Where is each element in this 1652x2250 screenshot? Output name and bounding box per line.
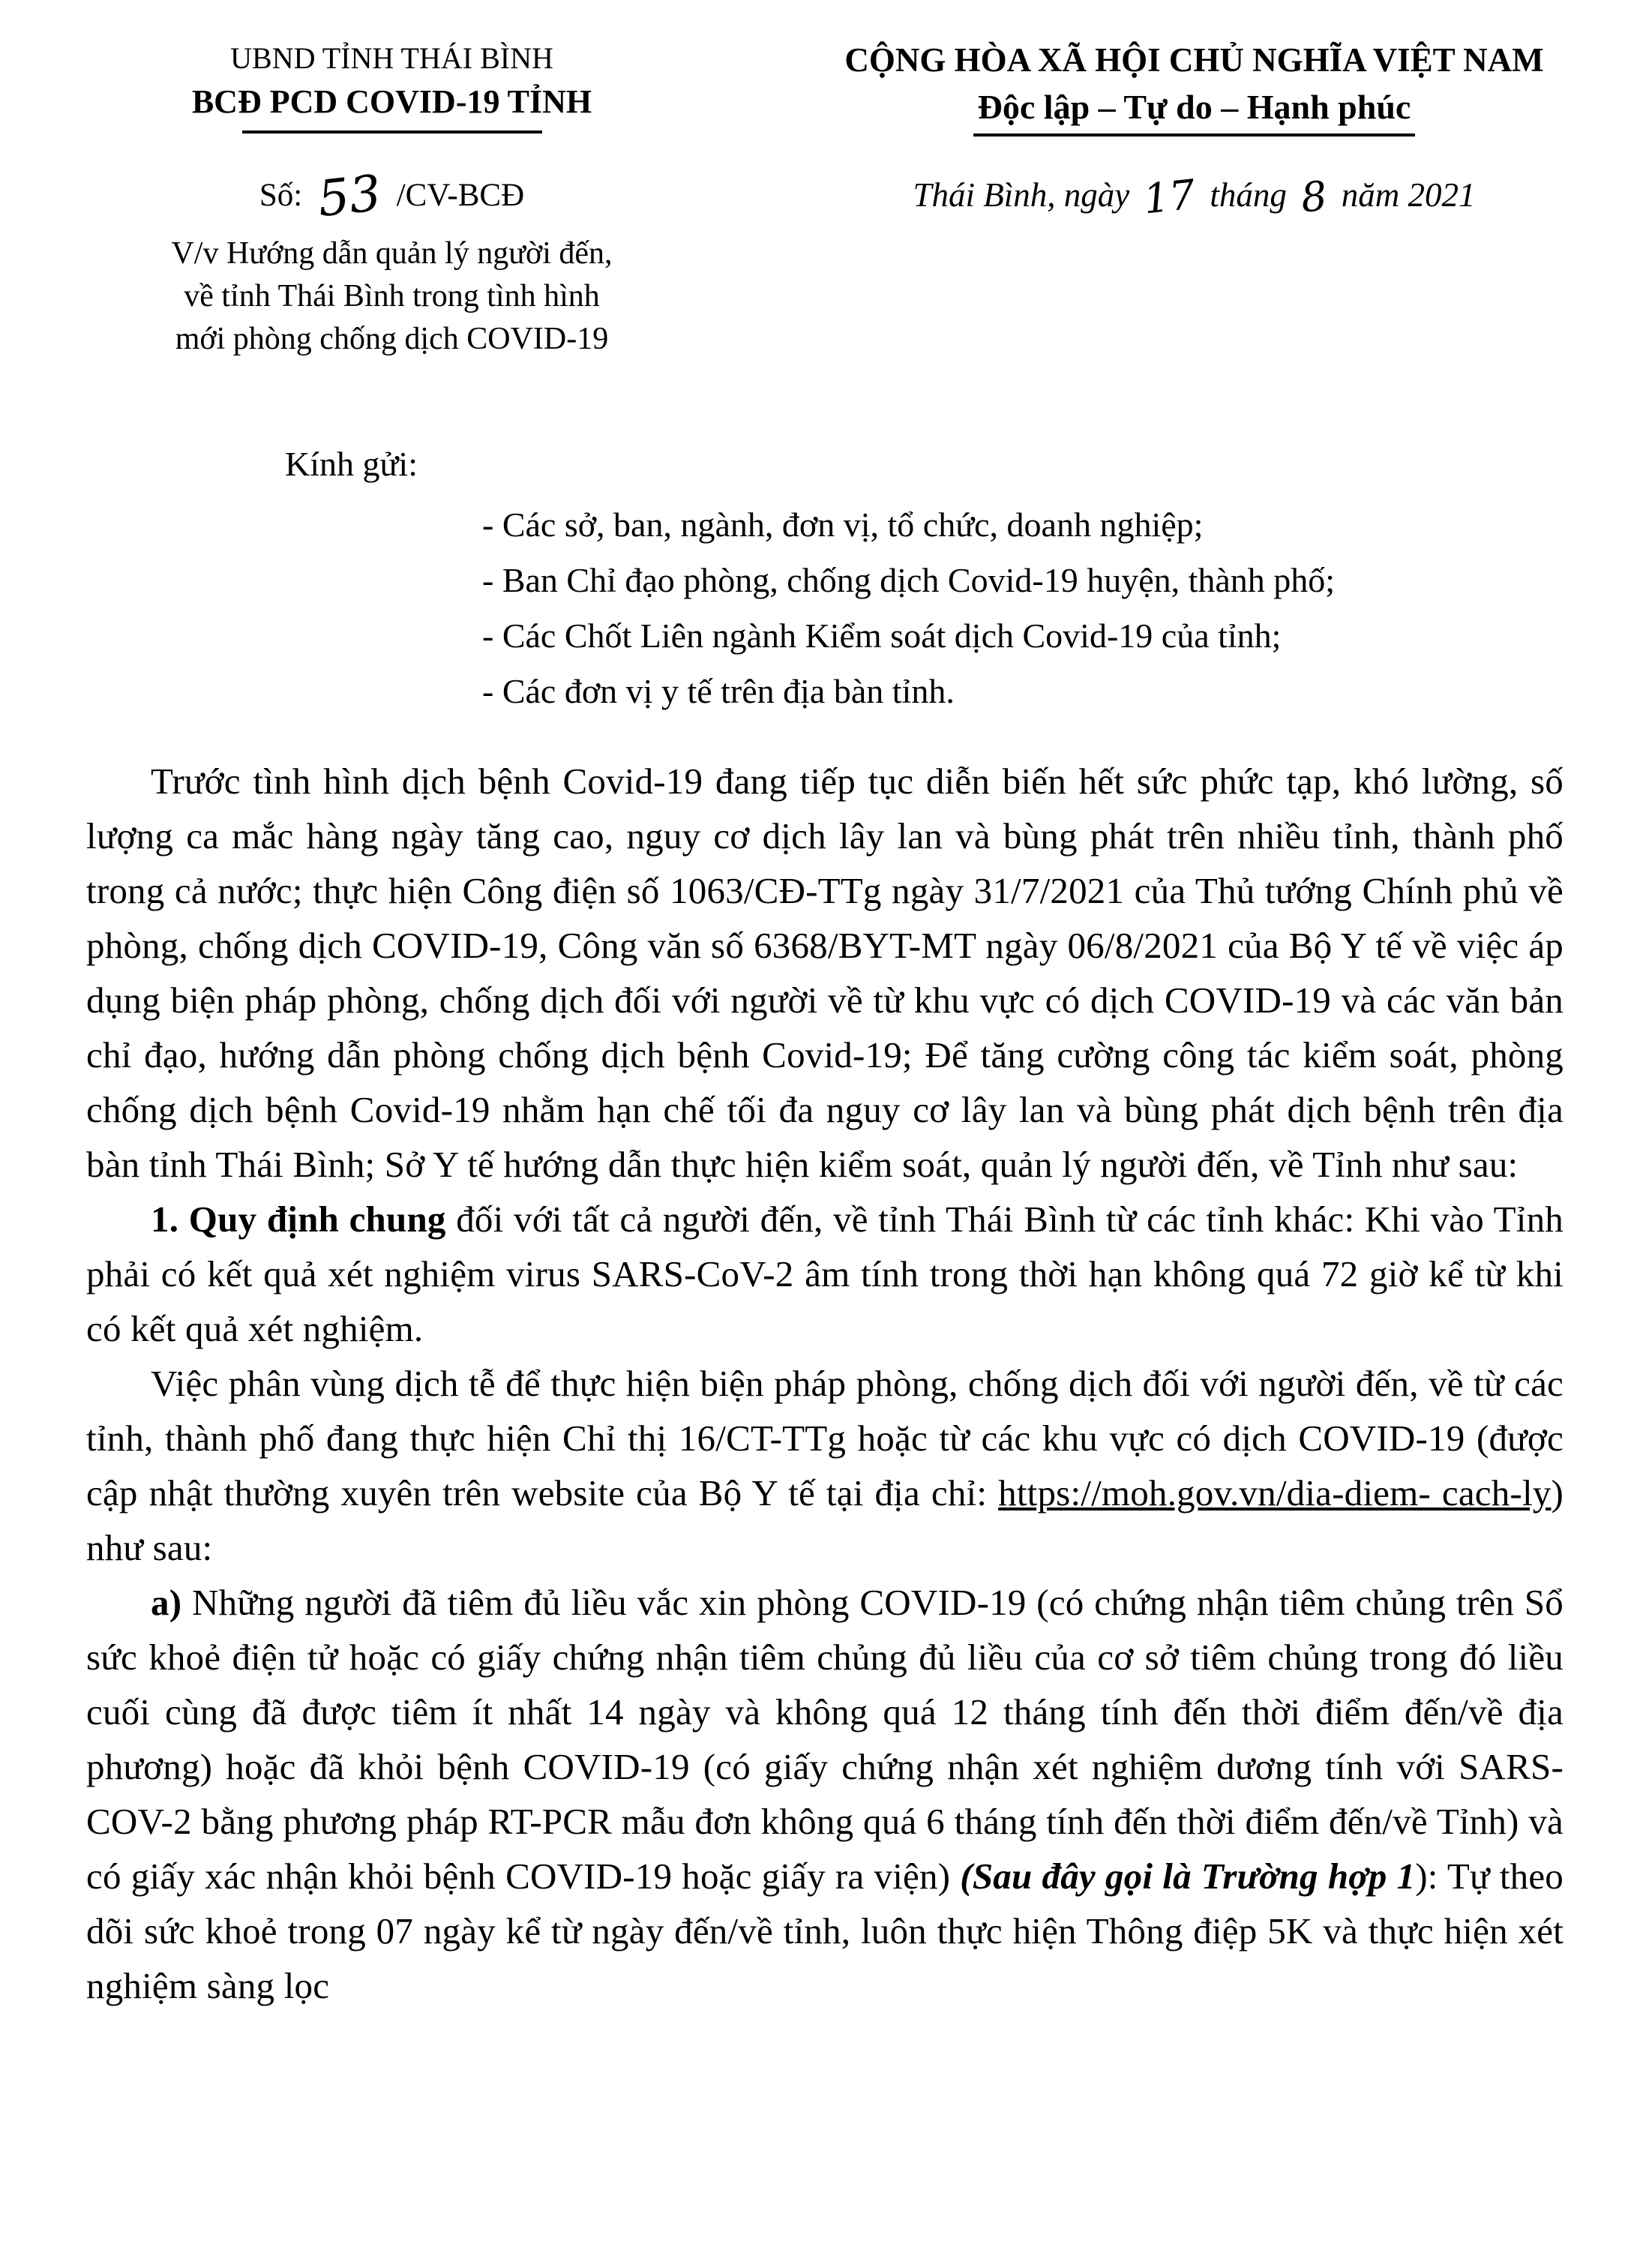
doc-number-handwritten: 53 — [315, 164, 384, 229]
national-motto: Độc lập – Tự do – Hạnh phúc — [973, 87, 1416, 136]
doc-number-suffix: /CV-BCĐ — [396, 178, 525, 213]
date-prefix: Thái Bình, ngày — [913, 176, 1130, 214]
date-month-handwritten: 8 — [1298, 172, 1330, 222]
paragraph-case-a — [86, 1575, 1564, 2013]
date-suffix: năm 2021 — [1341, 176, 1476, 214]
recipient-list — [482, 497, 1564, 719]
agency-name: UBND TỈNH THÁI BÌNH — [230, 41, 553, 75]
recipient-item: - Các sở, ban, ngành, đơn vị, tổ chức, doanh nghiệp; — [482, 506, 1204, 544]
item-a-text: Những người đã tiêm đủ liều vắc xin phòng COVID-19 (có chứng nhận tiêm chủng trên Sổ sức khoẻ điện tử hoặc có giấy chứng nhận tiêm chủng đủ liều của cơ sở tiêm chủng trong đó liều cuối cùng đã được tiêm ít nhất 14 ngày và không quá 12 tháng tính đến thời điểm đến/về địa phương) hoặc đã khỏi bệnh COVID-19 (có giấy chứng nhận xét nghiệm dương tính với SARS-COV-2 bằng phương pháp RT-PCR mẫu đơn không quá 6 tháng tính đến thời điểm đến/về Tỉnh) và có giấy xác nhận khỏi bệnh COVID-19 hoặc giấy ra viện) — [86, 1582, 1564, 1897]
zoning-text-pre: Việc phân vùng dịch tễ để thực hiện biện pháp phòng, chống dịch đối với người đến, về từ các tỉnh, thành phố đang thực hiện Chỉ thị 16/CT-TTg hoặc từ các khu vực có dịch COVID-19 (được cập nhật thường xuyên trên website của Bộ Y tế tại địa chỉ: — [86, 1363, 1564, 1514]
recipient-item: - Các Chốt Liên ngành Kiểm soát dịch Covid-19 của tỉnh; — [482, 616, 1282, 655]
document-body — [86, 754, 1564, 2013]
subject-line-1: V/v Hướng dẫn quản lý người đến, — [171, 236, 613, 271]
section-1-text: đối với tất cả người đến, về tỉnh Thái Bình từ các tỉnh khác: Khi vào Tỉnh phải có kết quả xét nghiệm virus SARS-CoV-2 âm tính trong thời hạn không quá 72 giờ kể từ khi có kết quả xét nghiệm. — [86, 1198, 1564, 1349]
section-1-heading: 1. Quy định chung — [151, 1198, 446, 1240]
document-number — [86, 164, 697, 229]
national-header-block — [739, 39, 1650, 224]
zoning-text-post: ) như sau: — [86, 1472, 1564, 1568]
item-a-text-end: ): Tự theo dõi sức khoẻ trong 07 ngày kể từ ngày đến/về tỉnh, luôn thực hiện Thông điệp 5K và thực hiện xét nghiệm sàng lọc — [86, 1856, 1564, 2006]
case-1-emphasis: (Sau đây gọi là Trường hợp 1 — [960, 1856, 1416, 1897]
paragraph-intro: Trước tình hình dịch bệnh Covid-19 đang tiếp tục diễn biến hết sức phức tạp, khó lường, số lượng ca mắc hàng ngày tăng cao, nguy cơ dịch lây lan và bùng phát trên nhiều tỉnh, thành phố trong cả nước; thực hiện Công điện số 1063/CĐ-TTg ngày 31/7/2021 của Thủ tướng Chính phủ về phòng, chống dịch COVID-19, Công văn số 6368/BYT-MT ngày 06/8/2021 của Bộ Y tế về việc áp dụng biện pháp phòng, chống dịch đối với người về từ khu vực có dịch COVID-19 và các văn bản chỉ đạo, hướng dẫn phòng chống dịch bệnh Covid-19; Để tăng cường công tác kiểm soát, phòng chống dịch bệnh Covid-19 nhằm hạn chế tối đa nguy cơ lây lan và bùng phát dịch bệnh trên địa bàn tỉnh Thái Bình; Sở Y tế hướng dẫn thực hiện kiểm soát, quản lý người đến, về Tỉnh như sau: — [86, 760, 1564, 1185]
item-a-label: a) — [151, 1582, 182, 1623]
subject-line-2: về tỉnh Thái Bình trong tình hình — [184, 279, 600, 314]
subject-line-3: mới phòng chống dịch COVID-19 — [175, 322, 609, 356]
national-title: CỘNG HÒA XÃ HỘI CHỦ NGHĨA VIỆT NAM — [844, 41, 1544, 79]
doc-number-prefix: Số: — [259, 178, 303, 213]
document-header — [86, 39, 1564, 361]
paragraph-zoning — [86, 1356, 1564, 1575]
header-left-rule — [242, 130, 542, 134]
date-mid: tháng — [1210, 176, 1287, 214]
document-subject — [86, 232, 697, 361]
recipient-item: - Các đơn vị y tế trên địa bàn tỉnh. — [482, 672, 955, 710]
salutation-label: Kính gửi: — [285, 445, 418, 483]
moh-url-link[interactable]: https://moh.gov.vn/dia-diem- cach-ly — [998, 1472, 1552, 1514]
committee-name: BCĐ PCD COVID-19 TỈNH — [191, 83, 592, 120]
date-day-handwritten: 17 — [1141, 170, 1198, 224]
place-date-line — [739, 170, 1650, 224]
paragraph-general-rule — [86, 1192, 1564, 1356]
issuing-agency-block — [86, 39, 697, 361]
recipient-item: - Ban Chỉ đạo phòng, chống dịch Covid-19 huyện, thành phố; — [482, 561, 1336, 599]
